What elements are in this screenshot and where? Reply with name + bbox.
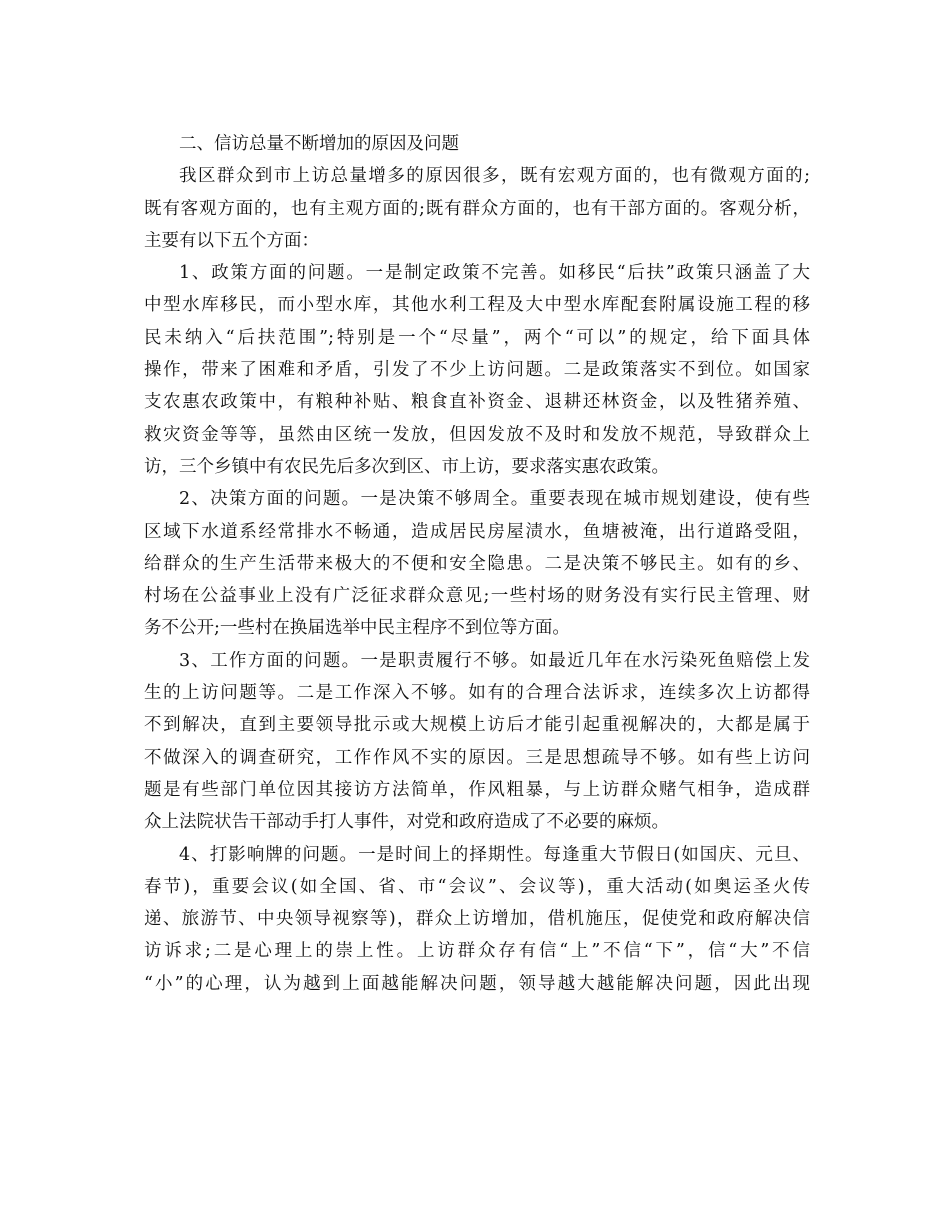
paragraph-line: 支农惠农政策中，有粮种补贴、粮食直补资金、退耕还林资金，以及牲猪养殖、 [144,392,810,413]
paragraph-line: 递、旅游节、中央领导视察等)，群众上访增加，借机施压，促使党和政府解决信 [144,909,810,930]
paragraph-line: 4、打影响牌的问题。一是时间上的择期性。每逢重大节假日(如国庆、元旦、 [179,844,810,865]
paragraph-line: 中型水库移民，而小型水库，其他水利工程及大中型水库配套附属设施工程的移 [144,295,810,316]
paragraph-line: 主要有以下五个方面： [144,230,319,251]
paragraph-line: 2、决策方面的问题。一是决策不够周全。重要表现在城市规划建设，使有些 [179,489,810,510]
paragraph-line: 救灾资金等等，虽然由区统一发放，但因发放不及时和发放不规范，导致群众上 [144,424,810,445]
paragraph-line: 3、工作方面的问题。一是职责履行不够。如最近几年在水污染死鱼赔偿上发 [179,650,810,671]
paragraph-line: 民未纳入“后扶范围”;特别是一个“尽量”，两个“可以”的规定，给下面具体 [144,327,810,348]
section-heading: 二、信访总量不断增加的原因及问题 [179,134,459,154]
paragraph-line: 村场在公益事业上没有广泛征求群众意见;一些村场的财务没有实行民主管理、财 [144,586,810,607]
paragraph-line: 生的上访问题等。二是工作深入不够。如有的合理合法诉求，连续多次上访都得 [144,683,810,704]
paragraph-line: 1、政策方面的问题。一是制定政策不完善。如移民“后扶”政策只涵盖了大 [179,263,810,284]
paragraph-line: 访诉求;二是心理上的崇上性。上访群众存有信“上”不信“下”，信“大”不信 [144,941,810,962]
paragraph-line: 春节)，重要会议(如全国、省、市“会议”、会议等)，重大活动(如奥运圣火传 [144,876,810,897]
paragraph-line: 我区群众到市上访总量增多的原因很多，既有宏观方面的，也有微观方面的; [179,166,810,187]
paragraph-line: 众上法院状告干部动手打人事件，对党和政府造成了不必要的麻烦。 [144,812,669,833]
paragraph-line: 操作，带来了困难和矛盾，引发了不少上访问题。二是政策落实不到位。如国家 [144,360,810,381]
paragraph-line: 不到解决，直到主要领导批示或大规模上访后才能引起重视解决的，大都是属于 [144,715,810,736]
paragraph-line: “小”的心理，认为越到上面越能解决问题，领导越大越能解决问题，因此出现 [144,973,810,994]
paragraph-line: 既有客观方面的，也有主观方面的;既有群众方面的，也有干部方面的。客观分析， [144,198,810,219]
paragraph-line: 题是有些部门单位因其接访方法简单，作风粗暴，与上访群众赌气相争，造成群 [144,779,810,800]
paragraph-line: 区域下水道系经常排水不畅通，造成居民房屋渍水，鱼塘被淹，出行道路受阻， [144,521,810,542]
paragraph-line: 务不公开;一些村在换届选举中民主程序不到位等方面。 [144,618,570,639]
paragraph-line: 访，三个乡镇中有农民先后多次到区、市上访，要求落实惠农政策。 [144,456,669,477]
document-body [144,128,810,1000]
paragraph-line: 给群众的生产生活带来极大的不便和安全隐患。二是决策不够民主。如有的乡、 [144,553,810,574]
paragraph-line: 不做深入的调查研究，工作作风不实的原因。三是思想疏导不够。如有些上访问 [144,747,810,768]
